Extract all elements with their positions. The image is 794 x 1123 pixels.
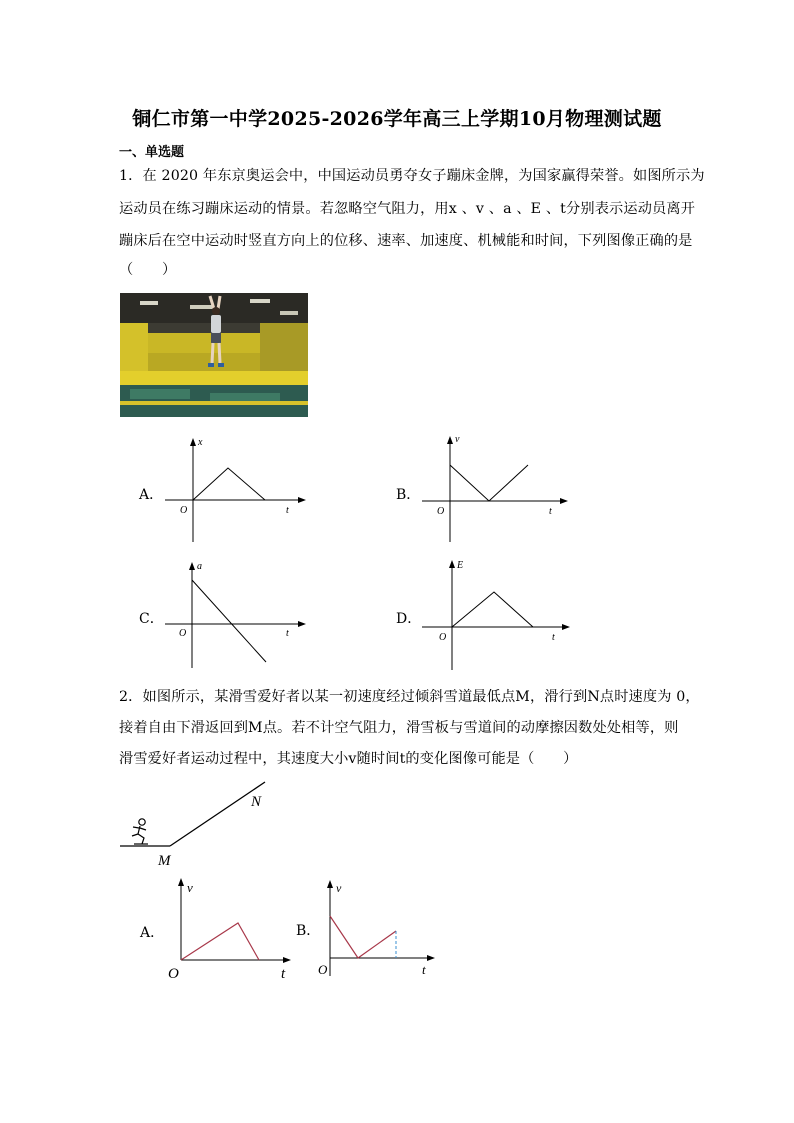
y-axis-label: a — [197, 561, 202, 572]
origin-label: O — [179, 628, 187, 639]
t-axis-label: t — [549, 506, 552, 517]
y-axis-label: v — [455, 434, 460, 445]
origin-label: O — [318, 962, 328, 977]
v-t-curve — [181, 923, 259, 960]
t-axis-label: t — [422, 962, 426, 977]
q1-line-1: 1．在 2020 年东京奥运会中，中国运动员勇夺女子蹦床金牌，为国家赢得荣誉。如图所示为 — [119, 168, 705, 184]
e-t-curve — [452, 592, 533, 627]
point-m-label: M — [158, 853, 171, 869]
trampoline-photo — [120, 293, 308, 417]
v-axis-arrow — [327, 880, 333, 888]
paper-title: 铜仁市第一中学2025-2026学年高三上学期10月物理测试题 — [132, 108, 662, 130]
q2-line-2: 接着自由下滑返回到M点。若不计空气阻力，滑雪板与雪道间的动摩擦因数处处相等，则 — [119, 720, 679, 736]
t-axis-arrow — [562, 624, 570, 630]
y-axis-arrow — [189, 562, 195, 570]
q1-option-a-label: A． — [139, 487, 164, 503]
q1-option-d-label: D． — [396, 611, 422, 627]
q1-line-3: 蹦床后在空中运动时竖直方向上的位移、速率、加速度、机械能和时间，下列图像正确的是 — [119, 233, 693, 249]
q1-graph-d — [418, 556, 574, 672]
q1-line-4: （ ） — [119, 262, 177, 278]
q1-graph-b — [418, 432, 568, 544]
q2-line-1: 2．如图所示，某滑雪爱好者以某一初速度经过倾斜雪道最低点M，滑行到N点时速度为 0， — [119, 689, 700, 705]
q2-line-3: 滑雪爱好者运动过程中，其速度大小v随时间t的变化图像可能是（ ） — [119, 751, 578, 767]
q2-option-a-label: A． — [140, 925, 165, 941]
ski-slope-figure — [118, 778, 278, 870]
section-heading: 一、单选题 — [119, 145, 185, 160]
q1-graph-c — [158, 558, 308, 670]
t-axis-arrow — [283, 957, 291, 963]
origin-label: O — [439, 632, 447, 643]
origin-label: O — [168, 966, 179, 982]
incline-line — [170, 782, 265, 846]
a-t-line — [192, 580, 266, 662]
q1-graph-a — [158, 432, 308, 544]
t-axis-arrow — [298, 497, 306, 503]
y-axis-label: E — [457, 560, 464, 571]
t-axis-arrow — [560, 498, 568, 504]
x-t-curve — [193, 468, 265, 500]
v-axis-arrow — [178, 878, 184, 886]
t-axis-label: t — [281, 966, 286, 982]
q2-graph-b — [314, 876, 440, 982]
y-axis-arrow — [190, 438, 196, 446]
t-axis-label: t — [286, 505, 289, 516]
y-axis-arrow — [449, 560, 455, 568]
origin-label: O — [437, 506, 445, 517]
t-axis-arrow — [427, 955, 435, 961]
v-t-curve — [450, 465, 528, 501]
q2-option-b-label: B． — [296, 923, 321, 939]
q2-graph-a — [166, 874, 296, 984]
origin-label: O — [180, 505, 188, 516]
y-axis-label: x — [198, 437, 203, 448]
v-t-curve — [330, 916, 396, 958]
t-axis-label: t — [552, 632, 555, 643]
y-axis-arrow — [447, 436, 453, 444]
v-axis-label: v — [336, 881, 342, 895]
t-axis-arrow — [298, 621, 306, 627]
skier-icon — [132, 819, 148, 844]
q1-line-2: 运动员在练习蹦床运动的情景。若忽略空气阻力，用x 、v 、a 、E 、t分别表示运动员离开 — [119, 201, 696, 217]
q1-option-c-label: C． — [139, 611, 164, 627]
q1-option-b-label: B． — [396, 487, 421, 503]
t-axis-label: t — [286, 628, 289, 639]
point-n-label: N — [251, 794, 262, 810]
v-axis-label: v — [187, 880, 193, 895]
